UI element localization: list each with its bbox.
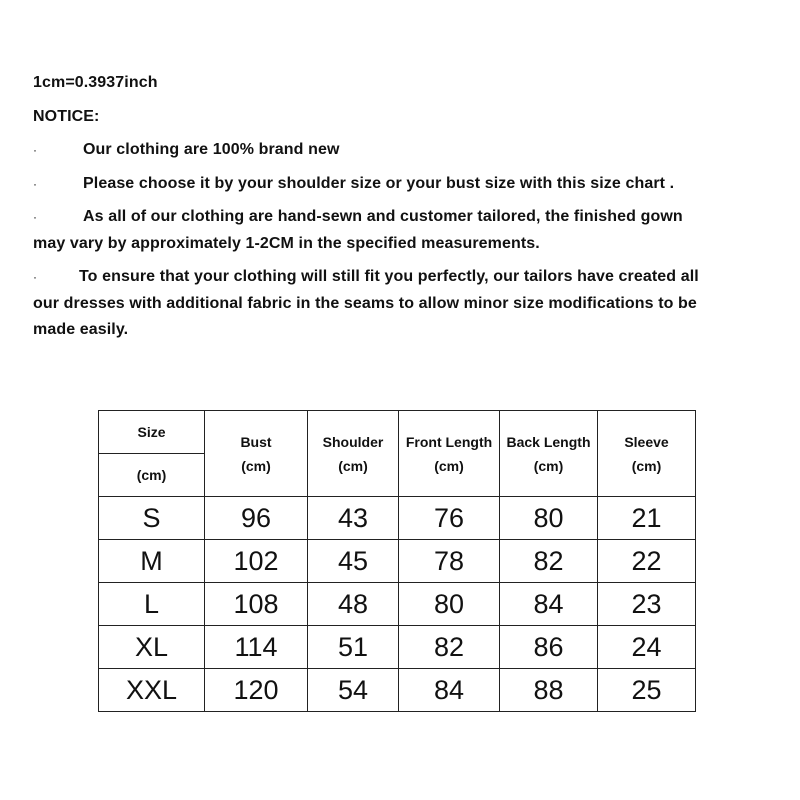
- sleeve-cell: 23: [598, 583, 696, 626]
- shoulder-cell: 51: [308, 626, 399, 669]
- bullet-icon: ·: [33, 210, 38, 224]
- note-text: made easily.: [33, 321, 129, 338]
- note-text: To ensure that your clothing will still fit you perfectly, our tailors have created all: [79, 268, 699, 285]
- note-item: [33, 264, 768, 344]
- table-row: [99, 540, 696, 583]
- size-chart-table: [98, 410, 696, 712]
- column-name: Sleeve: [624, 433, 669, 450]
- shoulder-cell: 45: [308, 540, 399, 583]
- front-length-cell: 80: [399, 583, 500, 626]
- sleeve-cell: 21: [598, 497, 696, 540]
- note-text: may vary by approximately 1-2CM in the specified measurements.: [33, 234, 540, 252]
- notice-title: NOTICE:: [33, 107, 100, 125]
- size-header-name: Size: [99, 411, 205, 454]
- column-unit: (cm): [338, 457, 368, 474]
- sleeve-cell: 22: [598, 540, 696, 583]
- note-text: Please choose it by your shoulder size or your bust size with this size chart .: [83, 174, 675, 192]
- front-length-cell: 76: [399, 497, 500, 540]
- column-name: Bust: [240, 433, 272, 450]
- note-text: Our clothing are 100% brand new: [83, 141, 340, 158]
- column-header-bust: [205, 411, 308, 497]
- note-item: [33, 171, 768, 198]
- size-cell: M: [99, 540, 205, 583]
- front-length-cell: 78: [399, 540, 500, 583]
- column-header-shoulder: [308, 411, 399, 497]
- size-cell: XL: [99, 626, 205, 669]
- column-unit: (cm): [631, 457, 662, 474]
- column-unit: (cm): [533, 457, 564, 474]
- shoulder-cell: 48: [308, 583, 399, 626]
- table-row: [99, 583, 696, 626]
- column-name: Front Length: [405, 433, 493, 450]
- unit-conversion: 1cm=0.3937inch: [33, 74, 158, 91]
- shoulder-cell: 54: [308, 669, 399, 712]
- back-length-cell: 86: [500, 626, 598, 669]
- bullet-icon: ·: [33, 176, 38, 191]
- back-length-cell: 82: [500, 540, 598, 583]
- column-header-back-length: [500, 411, 598, 497]
- table-header-row: [99, 411, 696, 454]
- note-item: [33, 204, 768, 257]
- shoulder-cell: 43: [308, 497, 399, 540]
- bust-cell: 120: [205, 669, 308, 712]
- front-length-cell: 82: [399, 626, 500, 669]
- column-unit: (cm): [434, 457, 464, 474]
- bust-cell: 108: [205, 583, 308, 626]
- table-row: [99, 497, 696, 540]
- note-text: our dresses with additional fabric in the seams to allow minor size modifications to be: [33, 294, 697, 312]
- bust-cell: 96: [205, 497, 308, 540]
- back-length-cell: 84: [500, 583, 598, 626]
- sleeve-cell: 24: [598, 626, 696, 669]
- column-header-front-length: [399, 411, 500, 497]
- front-length-cell: 84: [399, 669, 500, 712]
- bullet-icon: ·: [33, 143, 38, 157]
- column-unit: (cm): [241, 457, 271, 474]
- back-length-cell: 88: [500, 669, 598, 712]
- column-name: Shoulder: [322, 433, 384, 450]
- size-cell: L: [99, 583, 205, 626]
- notice-section: [33, 70, 768, 344]
- note-item: [33, 137, 768, 164]
- table-row: [99, 669, 696, 712]
- size-cell: XXL: [99, 669, 205, 712]
- sleeve-cell: 25: [598, 669, 696, 712]
- column-name: Back Length: [506, 433, 591, 450]
- bullet-icon: ·: [33, 270, 38, 284]
- note-text: As all of our clothing are hand-sewn and customer tailored, the finished gown: [83, 208, 683, 225]
- bust-cell: 114: [205, 626, 308, 669]
- size-header-unit: (cm): [99, 454, 205, 497]
- column-header-sleeve: [598, 411, 696, 497]
- size-cell: S: [99, 497, 205, 540]
- bust-cell: 102: [205, 540, 308, 583]
- back-length-cell: 80: [500, 497, 598, 540]
- table-row: [99, 626, 696, 669]
